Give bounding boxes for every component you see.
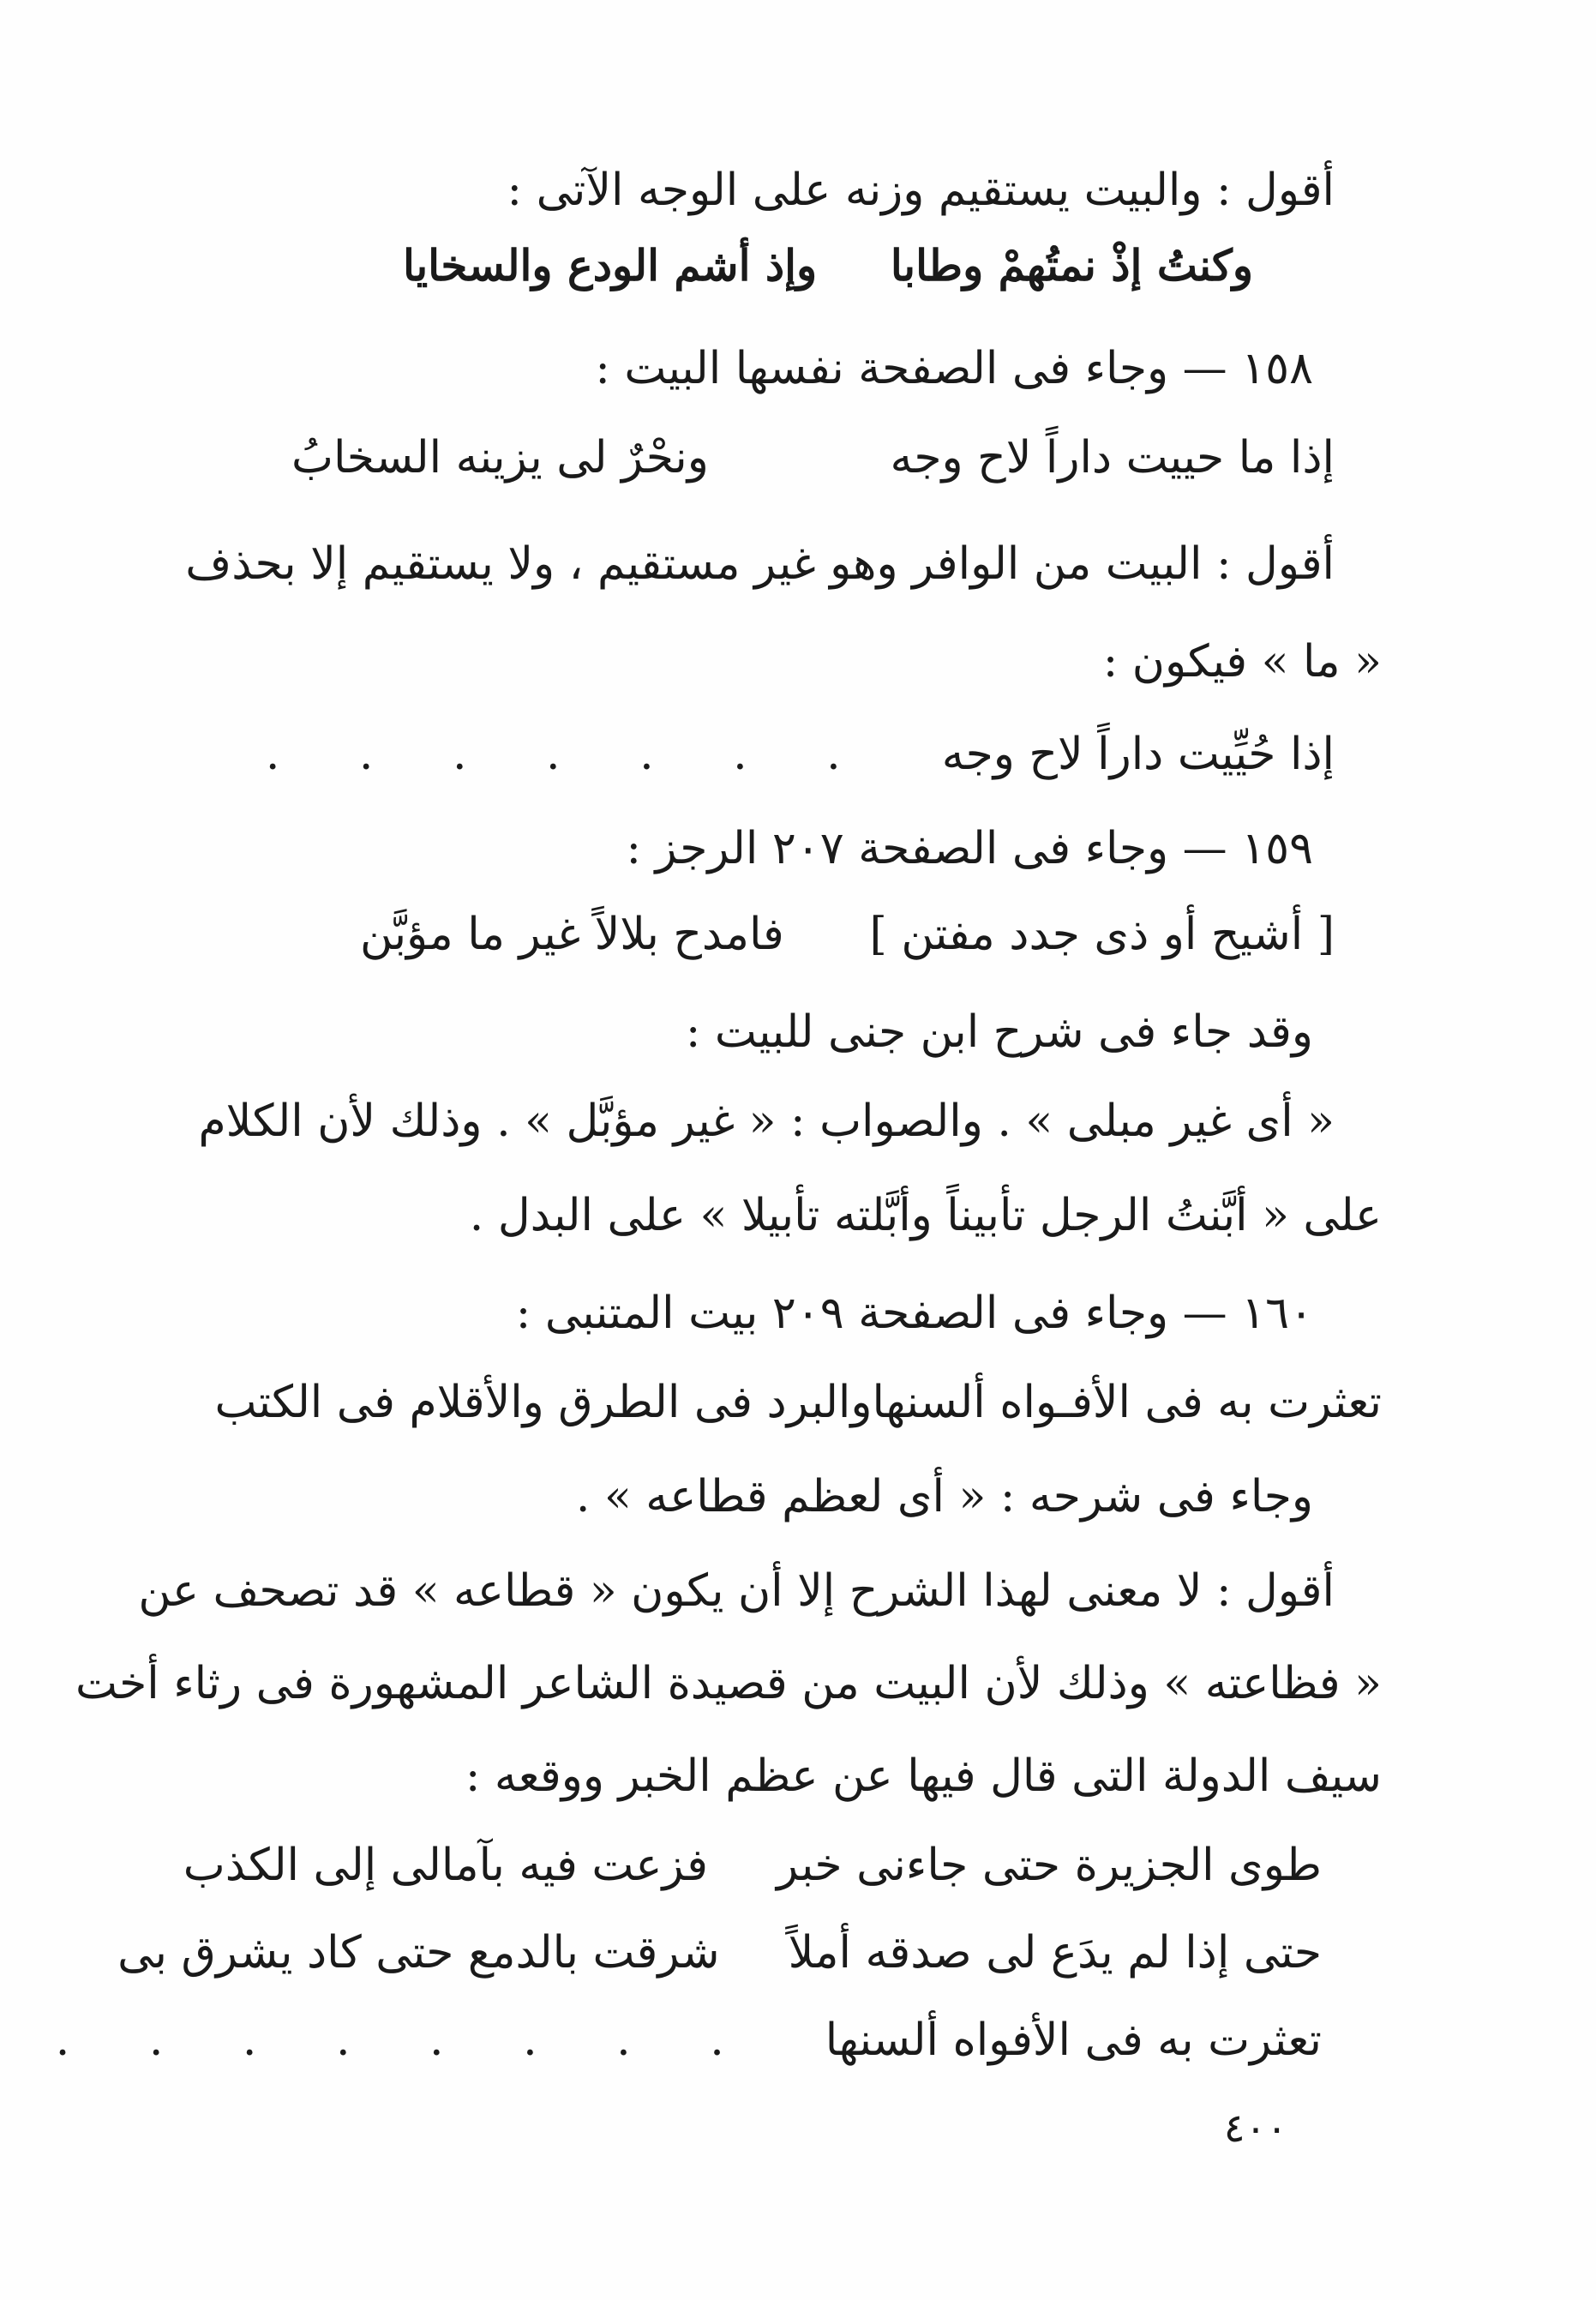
verse-first-hemistich: إذا ما حييت داراً لاح وجه (890, 432, 1335, 483)
verse-line (55, 2013, 1322, 2068)
verse-first-hemistich: إذا حُيِّيت داراً لاح وجه (941, 729, 1335, 780)
ellipsis-hemistich: . . . . . . . . (55, 2015, 757, 2066)
entry-heading: ١٦٠ — وجاء فى الصفحة ٢٠٩ بيت المتنبى : (515, 1288, 1313, 1339)
verse-second-hemistich: وإذ أشم الودع والسخايا (403, 240, 818, 291)
text-line: سيف الدولة التى قال فيها عن عظم الخبر ووقعه : (465, 1751, 1382, 1802)
verse-line (360, 907, 1335, 962)
entry-heading: ١٥٩ — وجاء فى الصفحة ٢٠٧ الرجز : (626, 823, 1313, 874)
text-line: « أى غير مبلى » . والصواب : « غير مؤبَّل » . وذلك لأن الكلام (198, 1096, 1335, 1147)
verse-first-hemistich: وكنتُ إذْ نمتُهمْ وطابا (890, 240, 1253, 291)
verse-line (117, 1925, 1322, 1980)
verse-line (265, 727, 1335, 782)
verse-first-hemistich: حتى إذا لم يدَع لى صدقه أملاً (788, 1927, 1322, 1979)
text-line: « فظاعته » وذلك لأن البيت من قصيدة الشاعر المشهورة فى رثاء أخت (75, 1658, 1382, 1709)
verse-line (291, 430, 1335, 485)
page-number: ٤٠٠ (1223, 2105, 1287, 2151)
text-line: أقول : البيت من الوافر وهو غير مستقيم ، ولا يستقيم إلا بحذف (185, 538, 1335, 590)
text-line: « ما » فيكون : (1102, 636, 1382, 688)
verse-second-hemistich: فامدح بلالاً غير ما مؤبَّن (360, 909, 784, 960)
verse-second-hemistich: فزعت فيه بآمالى إلى الكذب (183, 1840, 709, 1891)
ellipsis-hemistich: . . . . . . . (265, 729, 873, 780)
entry-heading: ١٥٨ — وجاء فى الصفحة نفسها البيت : (595, 343, 1313, 394)
verse-line (403, 238, 1253, 293)
verse-line (214, 1375, 1382, 1430)
text-line: على « أبَّنتُ الرجل تأبيناً وأبَّلته تأبيلا » على البدل . (469, 1190, 1382, 1241)
verse-first-hemistich: [ أشيح أو ذى جدد مفتن ] (869, 909, 1335, 960)
verse-second-hemistich: شرقت بالدمع حتى كاد يشرق بى (117, 1927, 720, 1979)
text-line: أقول : لا معنى لهذا الشرح إلا أن يكون « قطاعه » قد تصحف عن (138, 1565, 1335, 1617)
verse-second-hemistich: والبرد فى الطرق والأقلام فى الكتب (214, 1377, 873, 1428)
verse-line (183, 1838, 1322, 1893)
text-line: وقد جاء فى شرح ابن جنى للبيت : (685, 1006, 1313, 1058)
verse-first-hemistich: طوى الجزيرة حتى جاءنى خبر (777, 1840, 1322, 1891)
text-line: وجاء فى شرحه : « أى لعظم قطاعه » . (575, 1471, 1313, 1522)
verse-first-hemistich: تعثرت به فى الأفواه ألسنها (825, 2015, 1322, 2066)
text-line: أقول : والبيت يستقيم وزنه على الوجه الآتى : (507, 165, 1335, 216)
verse-first-hemistich: تعثرت به فى الأفـواه ألسنها (872, 1377, 1382, 1428)
verse-second-hemistich: ونحْرٌ لى يزينه السخابُ (291, 432, 709, 483)
